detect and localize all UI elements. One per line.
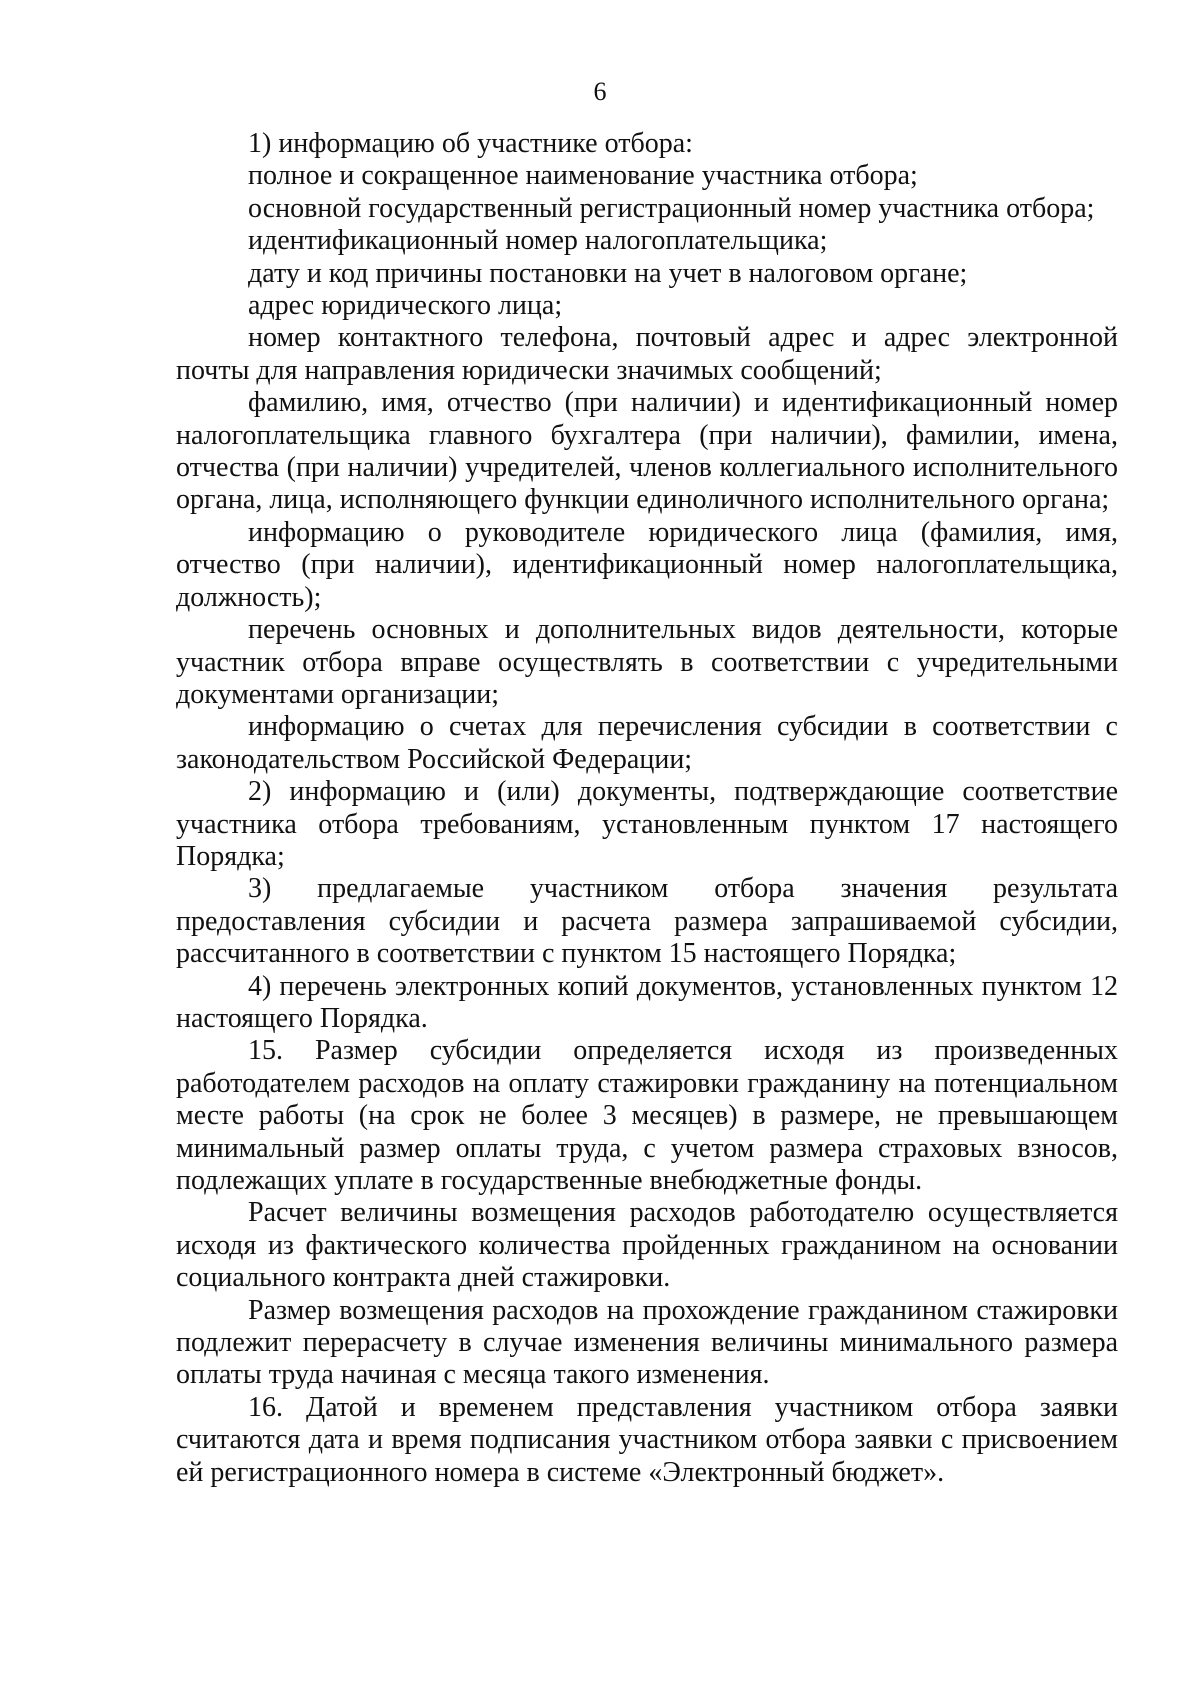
- paragraph: 3) предлагаемые участником отбора значения результата предоставления субсидии и расчета размера запрашиваемой субсидии, рассчитанного в соответствии с пунктом 15 настоящего Порядка;: [176, 873, 1118, 970]
- paragraph: фамилию, имя, отчество (при наличии) и идентификационный номер налогоплательщика главного бухгалтера (при наличии), фамилии, имена, отчества (при наличии) учредителей, членов коллегиального исполнительного органа, лица, исполняющего функции единоличного исполнительного органа;: [176, 387, 1118, 516]
- paragraph: номер контактного телефона, почтовый адрес и адрес электронной почты для направления юридически значимых сообщений;: [176, 322, 1118, 386]
- paragraph: Размер возмещения расходов на прохождение гражданином стажировки подлежит перерасчету в случае изменения величины минимального размера оплаты труда начиная с месяца такого изменения.: [176, 1294, 1118, 1391]
- paragraph: идентификационный номер налогоплательщика;: [248, 225, 828, 257]
- paragraph: 1) информацию об участнике отбора:: [248, 128, 693, 159]
- paragraph: перечень основных и дополнительных видов деятельности, которые участник отбора вправе осуществлять в соответствии с учредительными документами организации;: [176, 614, 1118, 710]
- paragraph: информацию о руководителе юридического лица (фамилия, имя, отчество (при наличии), идентификационный номер налогоплательщика, должность);: [176, 516, 1118, 613]
- paragraph: 4) перечень электронных копий документов, установленных пунктом 12 настоящего Порядка.: [176, 970, 1118, 1034]
- paragraph: полное и сокращенное наименование участника отбора;: [248, 160, 918, 192]
- paragraph: Расчет величины возмещения расходов работодателю осуществляется исходя из фактического количества пройденных гражданином на основании социального контракта дней стажировки.: [176, 1197, 1118, 1294]
- paragraph: дату и код причины постановки на учет в налоговом органе;: [248, 257, 968, 289]
- paragraph: адрес юридического лица;: [248, 290, 563, 322]
- paragraph: 2) информацию и (или) документы, подтверждающие соответствие участника отбора требованиям, установленным пунктом 17 настоящего Порядка;: [176, 776, 1118, 872]
- paragraph: информацию о счетах для перечисления субсидии в соответствии с законодательством Российской Федерации;: [176, 711, 1118, 775]
- paragraph: 16. Датой и временем представления участником отбора заявки считаются дата и время подписания участником отбора заявки с присвоением ей регистрационного номера в системе «Электронный бюджет».: [176, 1391, 1118, 1488]
- page-number: 6: [593, 77, 607, 106]
- document-body: [176, 128, 1118, 1489]
- paragraph: 15. Размер субсидии определяется исходя из произведенных работодателем расходов на оплату стажировки гражданину на потенциальном месте работы (на срок не более 3 месяцев) в размере, не превышающем минимальный размер оплаты труда, с учетом размера страховых взносов, подлежащих уплате в государственные внебюджетные фонды.: [176, 1035, 1118, 1196]
- paragraph: основной государственный регистрационный номер участника отбора;: [248, 192, 1095, 224]
